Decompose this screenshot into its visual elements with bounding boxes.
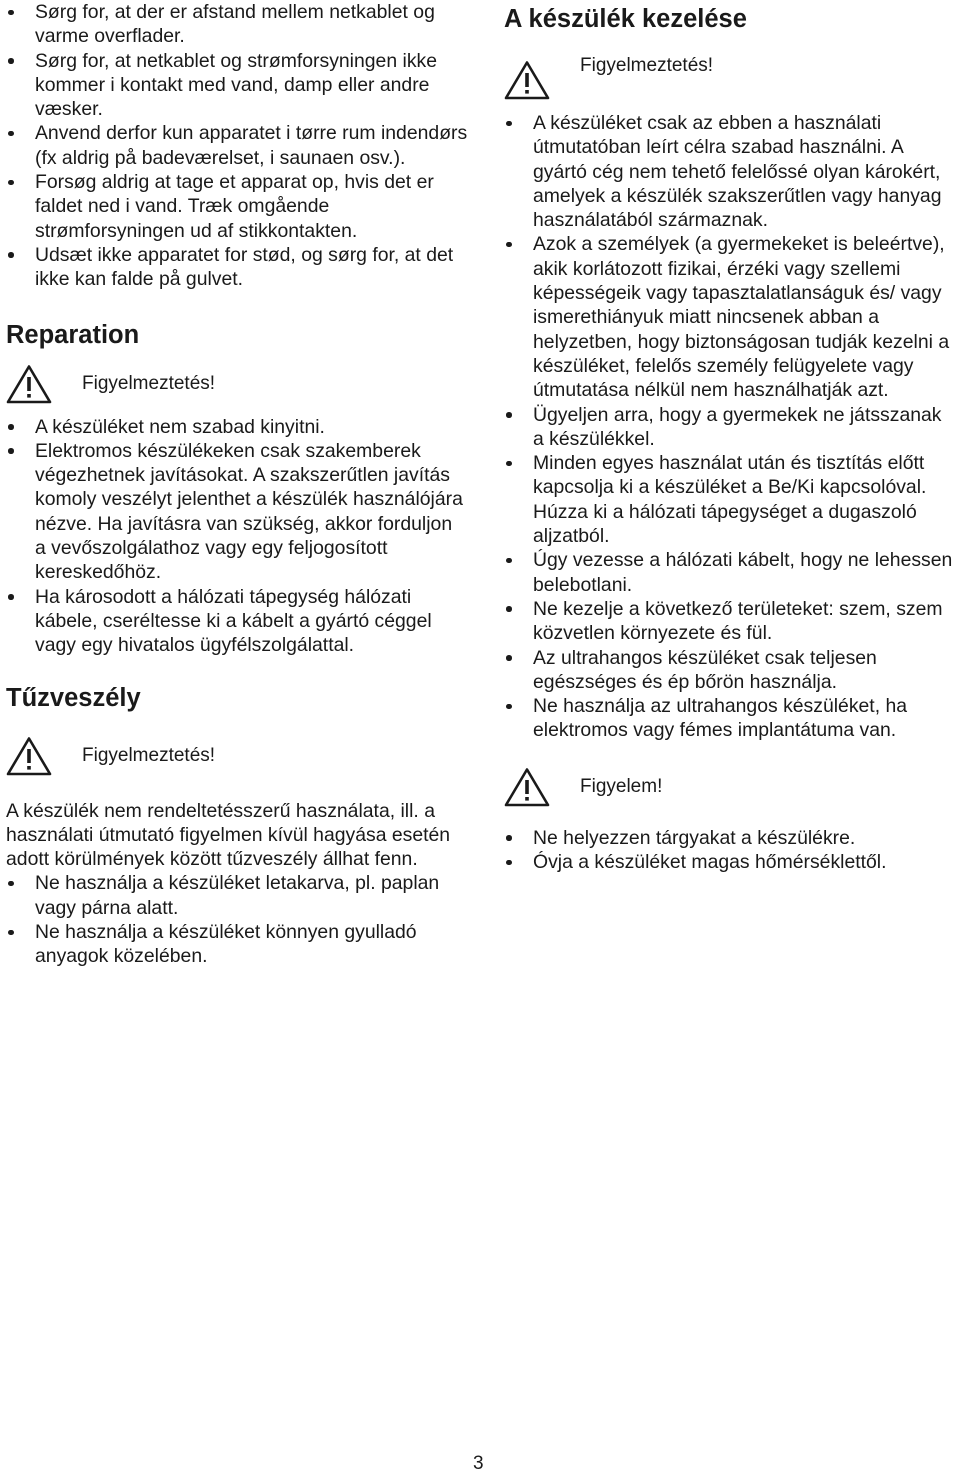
handling-heading: A készülék kezelése [504,5,747,33]
list-item: Sørg for, at netkablet og strømforsyningen ikke kommer i kontakt med vand, damp eller andre væsker. [6,49,468,122]
warning-label: Figyelmeztetés! [580,55,714,76]
list-item: Minden egyes használat után és tisztítás előtt kapcsolja ki a készüléket a Be/Ki kapcsolóval. Húzza ki a hálózati tápegységet a dugaszoló aljzatból. [504,451,956,548]
list-item: Ne helyezzen tárgyakat a készülékre. [504,826,956,850]
list-item: Ne használja a készüléket letakarva, pl. paplan vagy párna alatt. [6,871,468,920]
fire-list [6,871,468,968]
repair-list [6,415,468,658]
list-item: A készüléket nem szabad kinyitni. [6,415,468,439]
list-item: Ne kezelje a következő területeket: szem, szem közvetlen környezete és fül. [504,597,956,646]
list-item: Sørg for, at der er afstand mellem netkablet og varme overflader. [6,0,468,49]
list-item: Óvja a készüléket magas hőmérséklettől. [504,850,956,874]
warning-label: Figyelmeztetés! [82,372,216,394]
warning-triangle-icon [504,60,550,100]
warning-triangle-icon [504,767,550,807]
handling-list [504,111,956,743]
list-item: Az ultrahangos készüléket csak teljesen egészséges és ép bőrön használja. [504,646,956,695]
list-item: Úgy vezesse a hálózati kábelt, hogy ne lehessen belebotlani. [504,548,956,597]
warning-label: Figyelem! [580,775,663,797]
list-item: Ne használja a készüléket könnyen gyulladó anyagok közelében. [6,920,468,969]
list-item: Ügyeljen arra, hogy a gyermekek ne játsszanak a készülékkel. [504,403,956,452]
attention-warning [504,767,956,817]
list-item: A készüléket csak az ebben a használati útmutatóban leírt célra szabad használni. A gyártó cég nem tehető felelőssé olyan károkért, amelyek a készülék szakszerűtlen vagy hanyag használatából származnak. [504,111,956,232]
attention-list [504,826,956,875]
warning-label: Figyelmeztetés! [82,744,216,766]
list-item: Elektromos készülékeken csak szakemberek végezhetnek javításokat. A szakszerűtlen javítás komoly veszélyt jelenthet a készülék használójára nézve. Ha javításra van szükség, akkor forduljon a vevőszolgálathoz vagy egy feljogosított kereskedőhöz. [6,439,468,585]
list-item: Azok a személyek (a gyermekeket is beleértve), akik korlátozott fizikai, érzéki vagy szellemi képességeik vagy tapasztalatlanságuk és/ vagy ismerethiányuk miatt nincsenek abban a helyzetben, hogy biztonságosan tudják kezelni a készüléket, felelős személy felügyelete vagy útmutatása nélkül nem használhatják azt. [504,232,956,402]
list-item: Udsæt ikke apparatet for stød, og sørg for, at det ikke kan falde på gulvet. [6,243,468,292]
page-number: 3 [473,1453,484,1474]
fire-paragraph: A készülék nem rendeltetésszerű használata, ill. a használati útmutató figyelmen kívül hagyása esetén adott körülmények között tűzveszély állhat fenn. [6,799,451,871]
list-item: Forsøg aldrig at tage et apparat op, hvis det er faldet ned i vand. Træk omgående strømforsyningen ud af stikkontakten. [6,170,468,243]
list-item: Ha károsodott a hálózati tápegység hálózati kábele, cseréltesse ki a kábelt a gyártó céggel vagy egy hivatalos ügyfélszolgálattal. [6,585,468,658]
fire-warning [6,736,468,786]
list-item: Anvend derfor kun apparatet i tørre rum indendørs (fx aldrig på badeværelset, i saunaen osv.). [6,121,468,170]
repair-warning [6,364,468,414]
warning-triangle-icon [6,736,52,776]
fire-heading: Tűzveszély [6,683,141,712]
right-column [504,0,956,874]
repair-heading: Reparation [6,320,140,349]
left-column [6,0,468,969]
handling-warning [504,55,956,110]
warning-triangle-icon [6,364,52,404]
intro-list [6,0,468,292]
list-item: Ne használja az ultrahangos készüléket, ha elektromos vagy fémes implantátuma van. [504,694,956,743]
